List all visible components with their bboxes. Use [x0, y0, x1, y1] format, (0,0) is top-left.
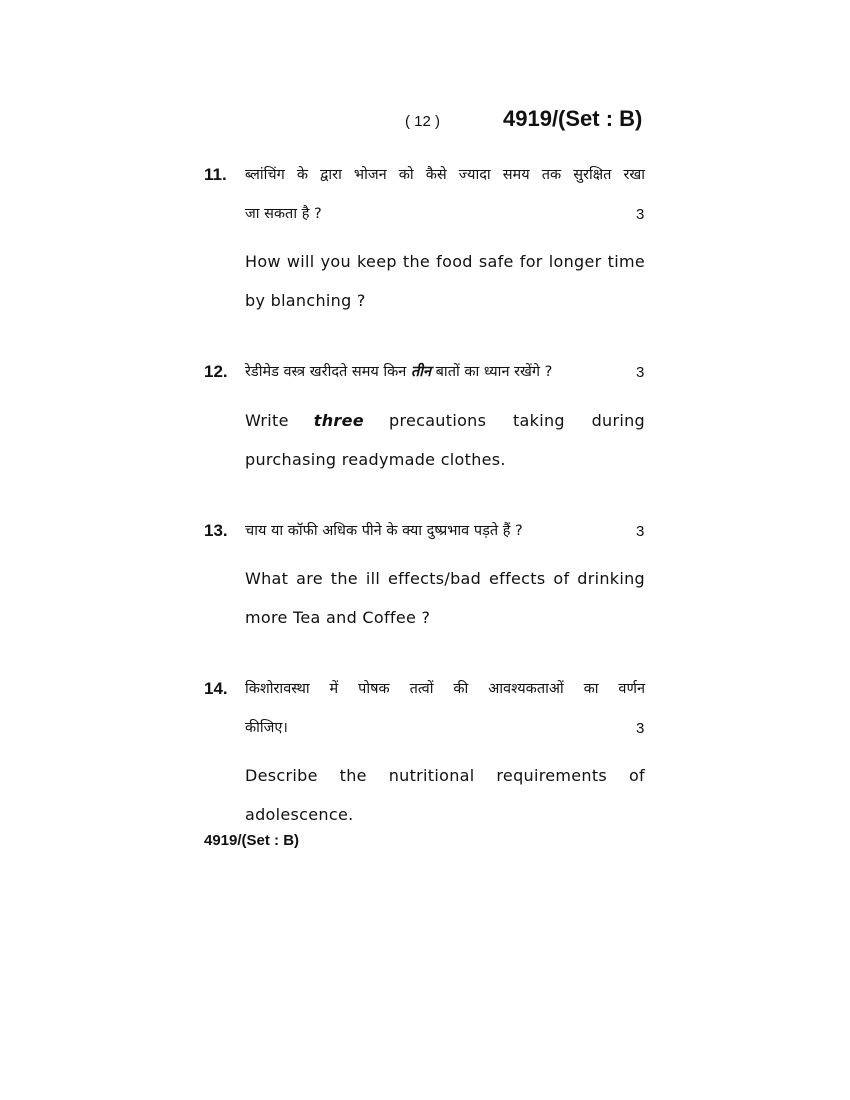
question-hindi-text: जा सकता है ?	[245, 206, 322, 222]
question-number: 13.	[204, 521, 228, 540]
question-english-text: adolescence.	[245, 805, 354, 824]
english-text-part	[389, 411, 645, 431]
question-number: 12.	[204, 362, 228, 381]
footer-paper-code: 4919/(Set : B)	[204, 832, 300, 849]
question-english-text	[245, 411, 645, 431]
question-marks: 3	[636, 523, 645, 540]
question-english-text: Describe the nutritional requirements of	[245, 766, 645, 785]
question-english-text: by blanching ?	[245, 291, 366, 310]
question-english-text: purchasing readymade clothes.	[245, 450, 506, 469]
question-hindi-text: ब्लांचिंग के द्वारा भोजन को कैसे ज्यादा समय तक सुरक्षित रखा	[245, 167, 645, 183]
question-english-text: How will you keep the food safe for longer time	[245, 252, 645, 271]
hindi-text-part: रेडीमेड वस्त्र खरीदते समय किन	[245, 364, 411, 380]
page-number: ( 12 )	[405, 113, 441, 130]
question-hindi-text: किशोरावस्था में पोषक तत्वों की आवश्यकताओं का वर्णन	[245, 681, 645, 697]
question-hindi-text: कीजिए।	[245, 720, 288, 736]
question-marks: 3	[636, 364, 645, 381]
emphasis-word: तीन	[410, 364, 432, 380]
question-marks: 3	[636, 206, 645, 223]
english-text-part: Write	[245, 411, 289, 430]
emphasis-word: three	[313, 411, 364, 430]
question-hindi-text: चाय या कॉफी अधिक पीने के क्या दुष्प्रभाव पड़ते हैं ?	[245, 523, 523, 539]
question-marks: 3	[636, 720, 645, 737]
question-english-text: What are the ill effects/bad effects of drinking	[245, 569, 645, 588]
question-hindi-text	[245, 362, 625, 382]
paper-code: 4919/(Set : B)	[503, 106, 643, 131]
english-text-part: precautions taking during	[388, 411, 645, 430]
question-english-text: more Tea and Coffee ?	[245, 608, 431, 627]
hindi-text-part: बातों का ध्यान रखेंगे ?	[431, 364, 553, 380]
question-number: 11.	[204, 165, 227, 184]
question-number: 14.	[204, 679, 228, 698]
